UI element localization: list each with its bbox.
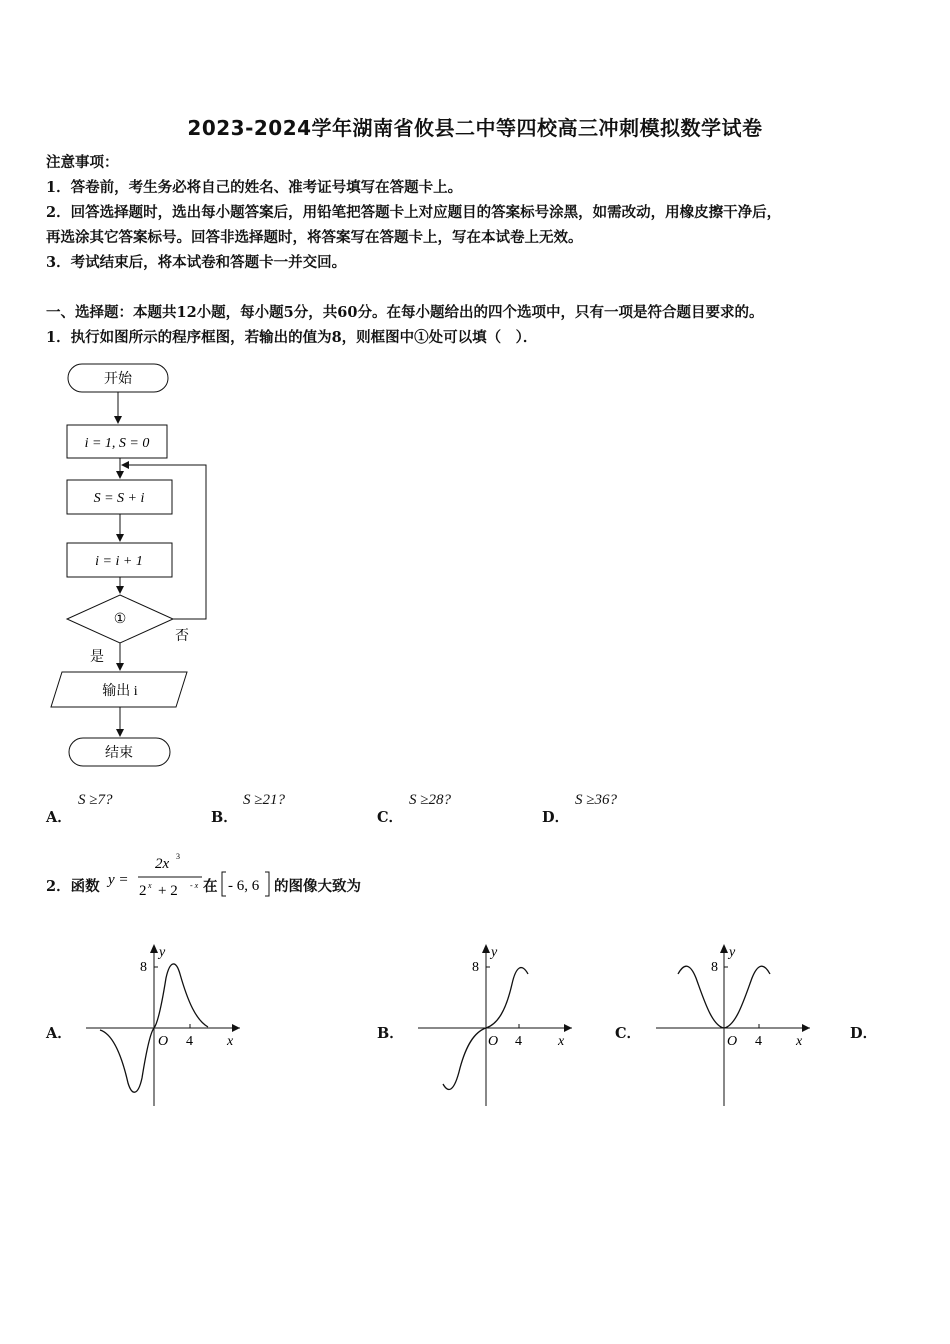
formula-den-a: 2 <box>139 883 147 899</box>
note-item-2-cont: 再选涂其它答案标号。回答非选择题时，将答案写在答题卡上，写在本试卷上无效。 <box>46 229 583 246</box>
svg-text:8: 8 <box>472 960 479 975</box>
svg-text:8: 8 <box>140 960 147 975</box>
interval-text: - 6, 6 <box>228 878 260 894</box>
svg-text:x: x <box>796 1034 803 1049</box>
svg-text:8: 8 <box>711 960 718 975</box>
notes-heading: 注意事项： <box>46 154 119 171</box>
q1-option-c-expr: S ≥28? <box>409 792 451 808</box>
q2-suffix: 的图像大致为 <box>274 878 361 895</box>
svg-text:y: y <box>729 945 736 960</box>
sum-label: S = S + i <box>93 491 145 506</box>
svg-text:x: x <box>227 1034 234 1049</box>
svg-text:y: y <box>159 945 166 960</box>
svg-text:4: 4 <box>515 1034 522 1049</box>
condition-label: ① <box>113 612 127 627</box>
q1-option-a-letter: A． <box>46 809 72 826</box>
q2-option-a-letter: A． <box>46 1025 72 1042</box>
q1-option-b-letter: B． <box>211 809 238 826</box>
note-item-2: 2．回答选择题时，选出每小题答案后，用铅笔把答题卡上对应题目的答案标号涂黑，如需改动，用橡皮擦干净后， <box>46 204 782 221</box>
q1-option-b-expr: S ≥21? <box>243 792 285 808</box>
svg-text:O: O <box>727 1034 738 1049</box>
section-heading: 一、选择题：本题共12小题，每小题5分，共60分。在每小题给出的四个选项中，只有一项是符合题目要求的。 <box>46 304 764 321</box>
q1-option-d-expr: S ≥36? <box>575 792 617 808</box>
formula-den-b-exp: - x <box>190 881 199 890</box>
exam-title: 2023-2024学年湖南省攸县二中等四校高三冲刺模拟数学试卷 <box>187 116 763 140</box>
q2-interval <box>220 868 275 900</box>
svg-text:x: x <box>558 1034 565 1049</box>
svg-text:O: O <box>158 1034 169 1049</box>
formula-den-plus: + 2 <box>158 883 178 899</box>
q2-graph-b <box>412 938 582 1113</box>
formula-numerator: 2x <box>155 856 170 872</box>
q2-graph-a <box>80 938 250 1113</box>
yes-label: 是 <box>90 650 104 665</box>
inc-label: i = i + 1 <box>95 554 143 569</box>
q1-stem: 1．执行如图所示的程序框图，若输出的值为8，则框图中①处可以填（ ）． <box>46 329 538 346</box>
svg-text:4: 4 <box>186 1034 193 1049</box>
q2-mid: 在 <box>203 878 218 895</box>
q2-option-b-letter: B． <box>377 1025 404 1042</box>
formula-num-exp: 3 <box>176 852 180 861</box>
q2-option-d-letter: D． <box>850 1025 878 1042</box>
note-item-1: 1．答卷前，考生务必将自己的姓名、准考证号填写在答题卡上。 <box>46 179 463 196</box>
end-label: 结束 <box>105 746 133 761</box>
svg-text:O: O <box>488 1034 499 1049</box>
output-label: 输出 i <box>102 684 138 699</box>
q1-option-d-letter: D． <box>542 809 570 826</box>
note-item-3: 3．考试结束后，将本试卷和答题卡一并交回。 <box>46 254 347 271</box>
start-label: 开始 <box>104 372 132 387</box>
formula-y: y = <box>108 872 129 888</box>
init-label: i = 1, S = 0 <box>84 436 150 451</box>
q1-option-c-letter: C． <box>377 809 404 826</box>
q1-option-a-expr: S ≥7? <box>78 792 113 808</box>
no-label: 否 <box>175 629 189 644</box>
formula-den-a-exp: x <box>148 881 152 890</box>
q2-graph-c <box>650 938 820 1113</box>
q2-prefix: 2．函数 <box>46 878 100 895</box>
flowchart <box>40 355 240 775</box>
q2-option-c-letter: C． <box>615 1025 642 1042</box>
svg-text:y: y <box>491 945 498 960</box>
svg-text:4: 4 <box>755 1034 762 1049</box>
